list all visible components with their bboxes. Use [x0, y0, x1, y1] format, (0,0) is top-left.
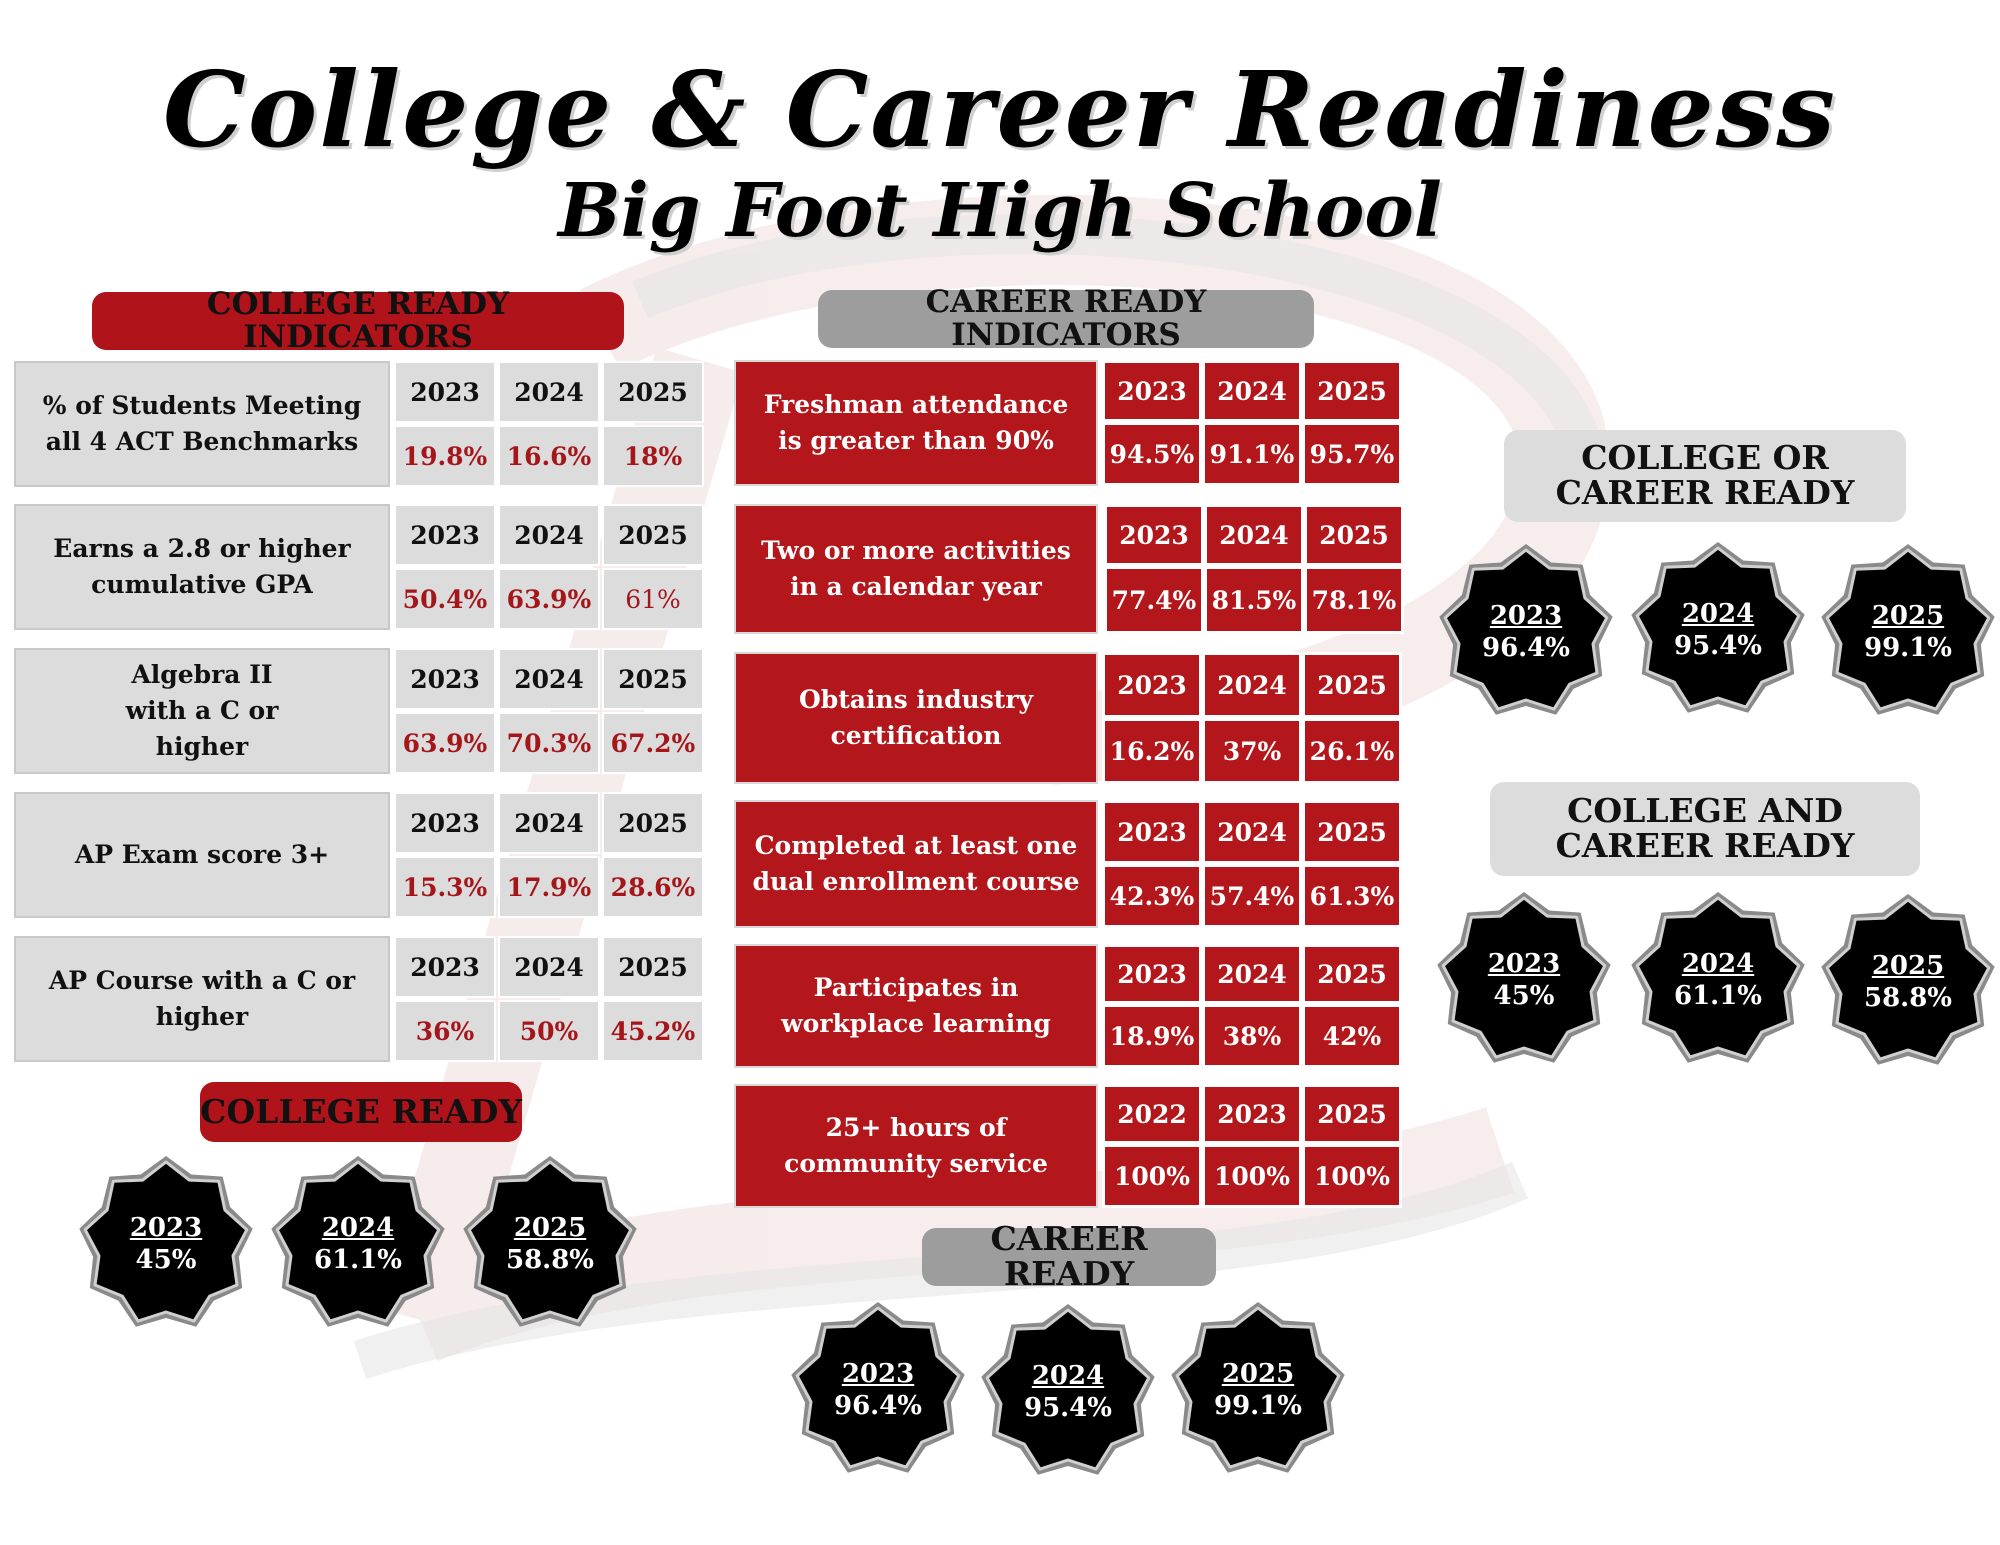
page-title: College & Career Readiness: [163, 48, 1837, 171]
value-cell: 15.3%: [394, 856, 496, 918]
year-cell: 2024: [498, 361, 600, 423]
year-cell: 2023: [394, 792, 496, 854]
value-cell: 63.9%: [394, 712, 496, 774]
year-cell: 2024: [498, 504, 600, 566]
badge-year: 2024: [1681, 598, 1755, 629]
badge-value: 95.4%: [1673, 631, 1763, 661]
year-cell: 2023: [394, 648, 496, 710]
value-cell: 38%: [1202, 1004, 1302, 1068]
year-cell: 2025: [602, 648, 704, 710]
badge-value: 96.4%: [833, 1391, 923, 1421]
indicator-label: Completed at least one dual enrollment course: [734, 800, 1098, 928]
badge-value: 45%: [1493, 981, 1555, 1011]
year-cell: 2025: [1302, 360, 1402, 422]
value-cell: 16.2%: [1102, 718, 1202, 784]
value-cell: 94.5%: [1102, 422, 1202, 486]
badge: [1818, 892, 1998, 1072]
badge-value: 99.1%: [1213, 1391, 1303, 1421]
badge-value: 45%: [135, 1245, 197, 1275]
value-cell: 63.9%: [498, 568, 600, 630]
badge: [1628, 890, 1808, 1070]
badge-year: 2025: [1871, 950, 1945, 981]
badge-year: 2025: [1871, 600, 1945, 631]
value-cell: 50%: [498, 1000, 600, 1062]
year-cell: 2023: [1104, 504, 1204, 566]
year-cell: 2024: [498, 648, 600, 710]
badge-year: 2024: [1681, 948, 1755, 979]
badge-value: 61.1%: [1673, 981, 1763, 1011]
indicator-label: Earns a 2.8 or higher cumulative GPA: [14, 504, 390, 630]
indicator-label: % of Students Meeting all 4 ACT Benchmarks: [14, 361, 390, 487]
value-cell: 100%: [1302, 1144, 1402, 1208]
value-cell: 45.2%: [602, 1000, 704, 1062]
badge: [460, 1154, 640, 1334]
year-cell: 2022: [1102, 1084, 1202, 1144]
year-cell: 2024: [1202, 652, 1302, 718]
badge-year: 2023: [1487, 948, 1561, 979]
badge-value: 58.8%: [505, 1245, 595, 1275]
year-cell: 2023: [1202, 1084, 1302, 1144]
value-cell: 95.7%: [1302, 422, 1402, 486]
college-ready-heading: COLLEGE READY: [200, 1082, 522, 1142]
value-cell: 61%: [602, 568, 704, 630]
value-cell: 19.8%: [394, 425, 496, 487]
year-cell: 2025: [1302, 800, 1402, 864]
badge: [76, 1154, 256, 1334]
indicator-label: Participates in workplace learning: [734, 944, 1098, 1068]
badge-year: 2024: [1031, 1360, 1105, 1391]
value-cell: 17.9%: [498, 856, 600, 918]
year-cell: 2024: [498, 936, 600, 998]
career-indicators-heading: CAREER READY INDICATORS: [818, 290, 1314, 348]
year-cell: 2023: [394, 504, 496, 566]
year-cell: 2023: [394, 936, 496, 998]
value-cell: 81.5%: [1204, 566, 1304, 634]
year-cell: 2025: [1302, 944, 1402, 1004]
badge-year: 2023: [129, 1212, 203, 1243]
badge: [1434, 890, 1614, 1070]
year-cell: 2025: [602, 792, 704, 854]
indicator-label: AP Exam score 3+: [14, 792, 390, 918]
value-cell: 36%: [394, 1000, 496, 1062]
indicator-label: Freshman attendance is greater than 90%: [734, 360, 1098, 486]
badge-value: 95.4%: [1023, 1393, 1113, 1423]
year-cell: 2025: [602, 504, 704, 566]
badge-value: 96.4%: [1481, 633, 1571, 663]
year-cell: 2024: [1202, 800, 1302, 864]
badge-value: 61.1%: [313, 1245, 403, 1275]
college-indicators-heading: COLLEGE READY INDICATORS: [92, 292, 624, 350]
year-cell: 2024: [1204, 504, 1304, 566]
indicator-label: 25+ hours of community service: [734, 1084, 1098, 1208]
value-cell: 78.1%: [1304, 566, 1404, 634]
year-cell: 2023: [1102, 944, 1202, 1004]
badge: [788, 1300, 968, 1480]
badge: [1168, 1300, 1348, 1480]
value-cell: 42.3%: [1102, 864, 1202, 928]
value-cell: 70.3%: [498, 712, 600, 774]
badge-value: 99.1%: [1863, 633, 1953, 663]
year-cell: 2023: [1102, 360, 1202, 422]
year-cell: 2025: [1302, 1084, 1402, 1144]
indicator-label: AP Course with a C or higher: [14, 936, 390, 1062]
year-cell: 2024: [498, 792, 600, 854]
value-cell: 100%: [1202, 1144, 1302, 1208]
school-name: Big Foot High School: [558, 168, 1442, 254]
badge-value: 58.8%: [1863, 983, 1953, 1013]
value-cell: 18.9%: [1102, 1004, 1202, 1068]
value-cell: 57.4%: [1202, 864, 1302, 928]
badge: [268, 1154, 448, 1334]
year-cell: 2025: [602, 361, 704, 423]
year-cell: 2025: [1302, 652, 1402, 718]
badge-year: 2023: [1489, 600, 1563, 631]
value-cell: 77.4%: [1104, 566, 1204, 634]
value-cell: 61.3%: [1302, 864, 1402, 928]
badge: [978, 1302, 1158, 1482]
year-cell: 2025: [602, 936, 704, 998]
value-cell: 28.6%: [602, 856, 704, 918]
value-cell: 18%: [602, 425, 704, 487]
badge-year: 2024: [321, 1212, 395, 1243]
year-cell: 2023: [1102, 800, 1202, 864]
year-cell: 2025: [1304, 504, 1404, 566]
indicator-label: Algebra II with a C or higher: [14, 648, 390, 774]
value-cell: 42%: [1302, 1004, 1402, 1068]
year-cell: 2024: [1202, 360, 1302, 422]
college-or-career-heading: COLLEGE OR CAREER READY: [1504, 430, 1906, 522]
value-cell: 16.6%: [498, 425, 600, 487]
value-cell: 26.1%: [1302, 718, 1402, 784]
badge: [1628, 540, 1808, 720]
college-and-career-heading: COLLEGE AND CAREER READY: [1490, 782, 1920, 876]
value-cell: 67.2%: [602, 712, 704, 774]
value-cell: 100%: [1102, 1144, 1202, 1208]
indicator-label: Two or more activities in a calendar year: [734, 504, 1098, 634]
indicator-label: Obtains industry certification: [734, 652, 1098, 784]
badge-year: 2025: [513, 1212, 587, 1243]
value-cell: 50.4%: [394, 568, 496, 630]
career-ready-heading: CAREER READY: [922, 1228, 1216, 1286]
badge-year: 2023: [841, 1358, 915, 1389]
badge: [1818, 542, 1998, 722]
badge: [1436, 542, 1616, 722]
badge-year: 2025: [1221, 1358, 1295, 1389]
value-cell: 91.1%: [1202, 422, 1302, 486]
year-cell: 2023: [394, 361, 496, 423]
value-cell: 37%: [1202, 718, 1302, 784]
year-cell: 2023: [1102, 652, 1202, 718]
year-cell: 2024: [1202, 944, 1302, 1004]
